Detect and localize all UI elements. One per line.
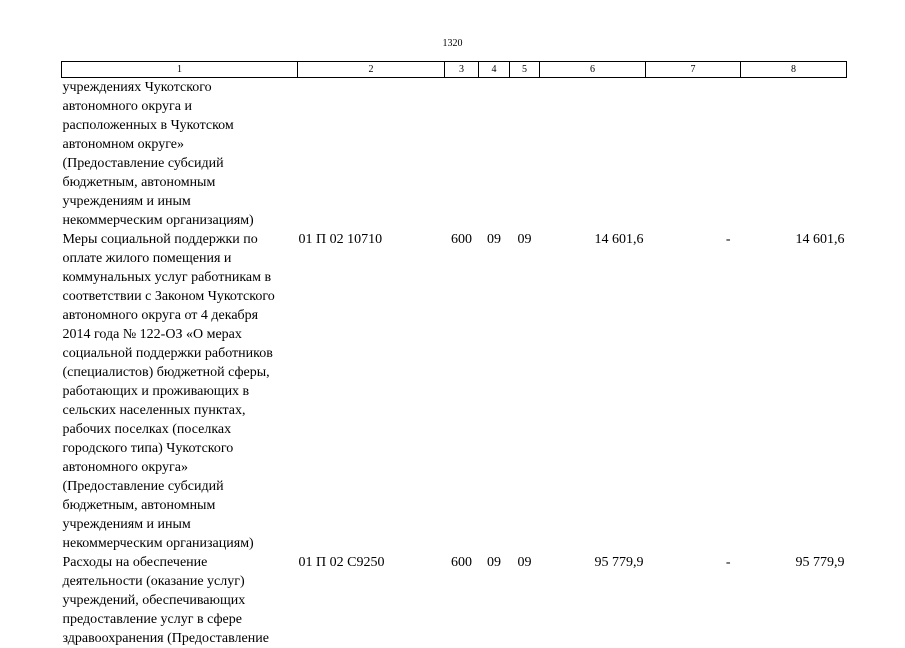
row-section bbox=[479, 78, 510, 231]
row-section: 09 bbox=[487, 232, 501, 247]
column-number-header: 7 bbox=[646, 62, 741, 78]
row-total-amount: 95 779,9 bbox=[594, 555, 644, 570]
page-number: 1320 bbox=[442, 38, 463, 49]
column-number-header: 6 bbox=[540, 62, 646, 78]
column-number-header: 8 bbox=[741, 62, 847, 78]
row-regional-amount: 14 601,6 bbox=[795, 232, 845, 247]
row-subsection: 09 bbox=[517, 555, 532, 570]
row-regional-amount: 95 779,9 bbox=[795, 555, 845, 570]
column-number-header: 4 bbox=[479, 62, 510, 78]
row-section: 09 bbox=[487, 555, 501, 570]
row-total-amount bbox=[540, 78, 646, 231]
row-target-code: 01 П 02 10710 bbox=[298, 232, 383, 247]
column-number-header: 3 bbox=[445, 62, 479, 78]
row-expense-type: 600 bbox=[451, 232, 472, 247]
column-number-header: 1 bbox=[62, 62, 298, 78]
row-expense-type bbox=[445, 78, 479, 231]
table-row bbox=[62, 78, 847, 231]
row-expense-type: 600 bbox=[451, 555, 472, 570]
row-description bbox=[62, 78, 298, 231]
column-number-header: 2 bbox=[298, 62, 445, 78]
budget-table bbox=[61, 61, 847, 648]
row-federal-amount: - bbox=[725, 555, 731, 570]
row-federal-amount bbox=[646, 78, 741, 231]
row-subsection: 09 bbox=[517, 232, 532, 247]
column-number-header-row bbox=[62, 62, 847, 78]
row-description bbox=[62, 230, 298, 553]
row-subsection bbox=[510, 78, 540, 231]
row-target-code bbox=[298, 78, 445, 231]
column-number-header: 5 bbox=[510, 62, 540, 78]
row-federal-amount: - bbox=[725, 232, 731, 247]
table-row bbox=[62, 553, 847, 648]
row-description-text: учреждениях Чукотского автономного округа и расположенных в Чукотском автономном округе» (Предоставление субсидий бюджетным, автономным учреждениям и иным некоммерческим организациям) bbox=[62, 80, 254, 228]
row-description-text: Меры социальной поддержки по оплате жилого помещения и коммунальных услуг работникам в соответствии с Законом Чукотского автономного округа от 4 декабря 2014 года № 122-ОЗ «О мерах социальной поддержки работников (специалистов) бюджетной сферы, работающих и проживающих в сельских населенных пунктах, рабочих поселках (поселках городского типа) Чукотского автономного округа» (Предоставление субсидий бюджетным, автономным учреждениям и иным некоммерческим организациям) bbox=[62, 232, 275, 551]
row-description-text: Расходы на обеспечение деятельности (оказание услуг) учреждений, обеспечивающих предоставление услуг в сфере здравоохранения (Предоставление bbox=[62, 555, 269, 646]
row-description bbox=[62, 553, 298, 648]
row-regional-amount bbox=[741, 78, 847, 231]
table-row bbox=[62, 230, 847, 553]
row-total-amount: 14 601,6 bbox=[594, 232, 644, 247]
row-target-code: 01 П 02 С9250 bbox=[298, 555, 385, 570]
